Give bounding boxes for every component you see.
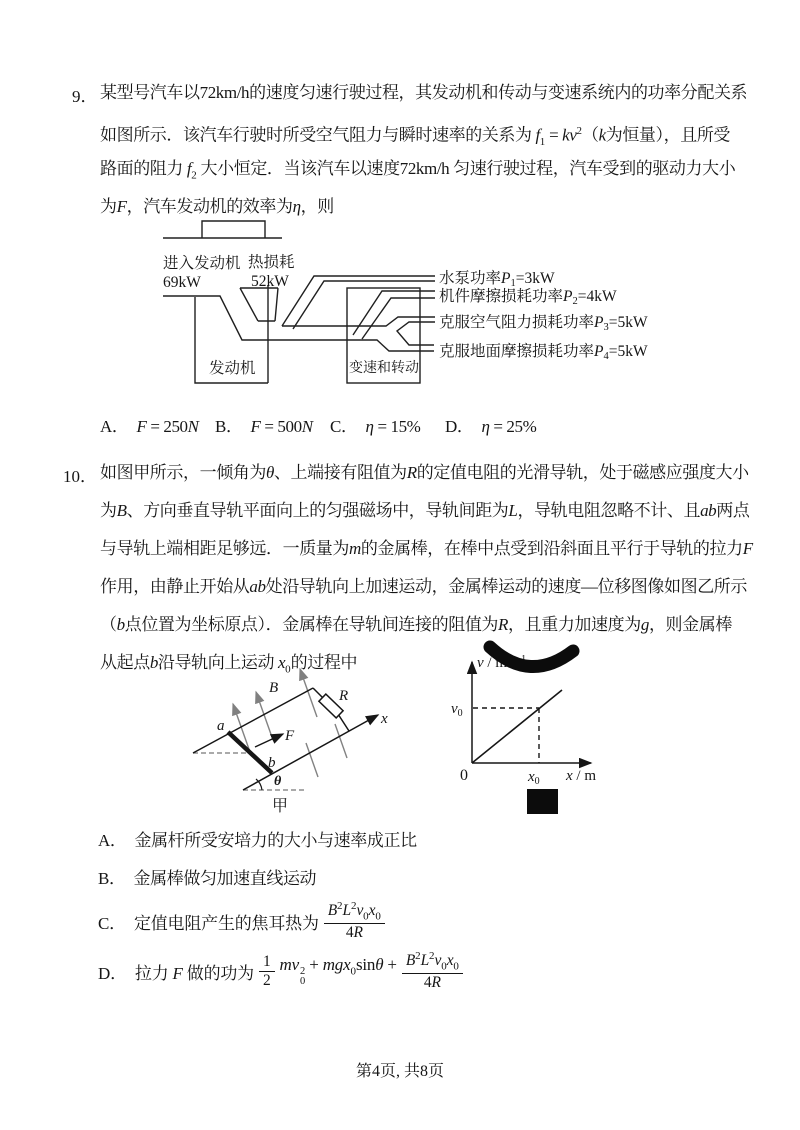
- output-label-p4: 克服地面摩擦损耗功率P4=5kW: [439, 343, 648, 362]
- field-line: [335, 724, 347, 758]
- vx-line: [472, 690, 562, 763]
- heat-loss-value: 52kW: [251, 273, 289, 290]
- q9-line: 路面的阻力 $f_2$ 大小恒定．当该汽车以速度72km/h 匀速行驶过程，汽车受到的驱动力大小: [100, 159, 736, 182]
- q10-option-c: C． 定值电阻产生的焦耳热为 $\frac{B^2L^2v_0x_0}{4R}$: [98, 898, 390, 944]
- heat-loss-label: 热损耗: [248, 254, 295, 271]
- q10-line: 从起点b沿导轨向上运动 $x_0$的过程中: [100, 653, 358, 676]
- pump-channel-line: [282, 276, 435, 326]
- q9-line: 为F，汽车发动机的效率为η，则: [100, 197, 334, 216]
- q9-power-flow-diagram: [110, 215, 680, 395]
- label-a: a: [217, 718, 225, 734]
- gearbox-box-label: 变速和转动: [349, 361, 419, 376]
- fraction: $\frac{B^2L^2v_0x_0}{4R}$: [402, 950, 463, 992]
- label-axis-x: x: [381, 711, 388, 727]
- input-power-value: 69kW: [163, 274, 201, 291]
- q9-line: 如图所示．该汽车行驶时所受空气阻力与瞬时速率的关系为 $f_1 = kv^2(k$为恒量），且所受: [100, 125, 731, 149]
- heat-funnel: [240, 288, 278, 321]
- split-wedge: [397, 322, 435, 345]
- label-force-f: F: [285, 728, 295, 744]
- page-footer: 第4页, 共8页: [355, 1063, 444, 1080]
- origin-label: 0: [460, 767, 468, 784]
- rail-upper: [193, 688, 313, 753]
- x0-tick-label: $x_0$: [528, 769, 540, 787]
- q10-number: 10．: [63, 467, 97, 486]
- label-angle-theta: θ: [274, 774, 282, 789]
- ink-blot-artifact: [490, 647, 573, 667]
- q10-line: 为B、方向垂直导轨平面向上的匀强磁场中，导轨间距为L，导轨电阻忽略不计、且ab两点: [100, 501, 750, 520]
- output-label-p3: 克服空气阻力损耗功率P3=5kW: [439, 314, 648, 333]
- y-axis-label: $v / m\cdot s^{-1}$: [477, 654, 527, 671]
- q10-figure-jia-incline: [175, 655, 415, 823]
- q10-option-d: D． 拉力 F 做的功为 $\frac{1}{2}$ mv 2 0 + mgx$_0$sinθ + $\frac{B^2L^2v_0x_0}{4R}$: [98, 948, 468, 994]
- ink-square-artifact: [527, 789, 558, 814]
- field-arrow: [256, 692, 273, 740]
- q10-line: 作用，由静止开始从ab处沿导轨向上加速运动，金属棒运动的速度—位移图像如图乙所示: [100, 577, 748, 596]
- field-line: [306, 743, 318, 777]
- q10-option-a: A． 金属杆所受安培力的大小与速率成正比: [98, 831, 417, 850]
- force-arrow: [255, 734, 283, 747]
- rail-lower-x-axis: [243, 715, 378, 790]
- q10-line: 与导轨上端相距足够远．一质量为m的金属棒，在棒中点受到沿斜面且平行于导轨的拉力F: [100, 539, 753, 558]
- x-axis-label: x / m: [566, 768, 597, 784]
- q9-option-b: B． F = 500N: [215, 417, 313, 436]
- wire-to-resistor: [313, 688, 323, 698]
- wire-from-resistor: [338, 714, 349, 731]
- figure-jia-caption: 甲: [272, 798, 289, 815]
- q10-line: （b点位置为坐标原点）．金属棒在导轨间连接的阻值为R，且重力加速度为g，则金属棒: [100, 615, 732, 634]
- q9-option-d: D． η = 25%: [445, 417, 537, 436]
- label-field-b: B: [269, 680, 279, 696]
- fraction: $\frac{B^2L^2v_0x_0}{4R}$: [324, 900, 385, 942]
- flow-band-edge: [163, 296, 434, 351]
- q9-option-a: A． F = 250N: [100, 417, 199, 436]
- fraction-half: $\frac{1}{2}$: [259, 953, 275, 990]
- q10-option-b: B． 金属棒做匀加速直线运动: [98, 869, 317, 888]
- label-resistor-r: R: [339, 688, 349, 704]
- engine-box-label: 发动机: [209, 360, 256, 377]
- q9-option-c: C． η = 15%: [330, 417, 421, 436]
- q10-figure-yi-graph: [445, 640, 620, 830]
- v0-tick-label: $v_0$: [451, 701, 463, 719]
- label-b: b: [268, 755, 276, 771]
- heat-exit-chimney: [202, 221, 265, 238]
- output-label-p2: 机件摩擦损耗功率P2=4kW: [439, 288, 617, 307]
- q9-line: 某型号汽车以72km/h的速度匀速行驶过程，其发动机和传动与变速系统内的功率分配关系: [100, 83, 748, 102]
- q9-number: 9．: [72, 87, 98, 106]
- output-label-p1: 水泵功率P1=3kW: [439, 270, 555, 289]
- q10-line: 如图甲所示，一倾角为θ、上端接有阻值为R的定值电阻的光滑导轨，处于磁感应强度大小: [100, 463, 749, 482]
- input-label: 进入发动机: [163, 255, 241, 272]
